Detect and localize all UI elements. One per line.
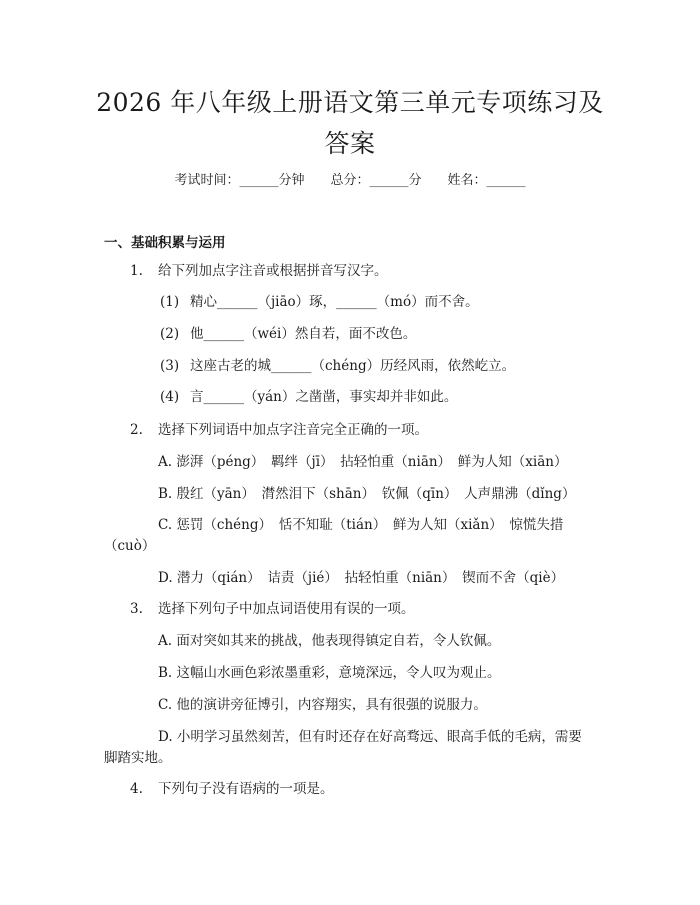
section-heading: 一、基础积累与运用 [104, 235, 226, 251]
question-2-option-a: A. 澎湃（péng） 羁绊（jī） 拈轻怕重（niān） 鲜为人知（xiān） [158, 454, 568, 470]
question-1-item-3 [160, 357, 516, 375]
question-text: 下列句子没有语病的一项是。 [158, 781, 334, 797]
question-number: 1. [130, 263, 143, 279]
question-3-option-b: B. 这幅山水画色彩浓墨重彩，意境深远，令人叹为观止。 [158, 665, 501, 681]
question-3-option-c: C. 他的演讲旁征博引，内容翔实，具有很强的说服力。 [158, 697, 487, 713]
question-2-option-c: C. 惩罚（chéng） 恬不知耻（tián） 鲜为人知（xiǎn） 惊慌失措 [158, 517, 564, 533]
question-text: 选择下列句子中加点词语使用有误的一项。 [158, 601, 415, 617]
question-2 [130, 421, 428, 439]
title-line-2: 答案 [324, 129, 376, 158]
item-text: 他______（wéi）然自若，面不改色。 [190, 326, 417, 342]
item-label: (3) [160, 358, 180, 374]
document-title [90, 82, 610, 164]
question-1 [130, 262, 388, 280]
question-4 [130, 780, 334, 798]
exam-info: 考试时间：______分钟 总分：______分 姓名：______ [174, 173, 526, 188]
question-3-option-a: A. 面对突如其来的挑战，他表现得镇定自若，令人钦佩。 [158, 633, 501, 649]
question-3-option-d: D. 小明学习虽然刻苦，但有时还存在好高骛远、眼高手低的毛病，需要 [158, 729, 582, 745]
question-3-option-d-continued: 脚踏实地。 [104, 750, 172, 766]
item-label: (2) [160, 326, 180, 342]
question-2-option-c-continued: （cuò） [104, 538, 156, 554]
item-text: 精心______（jiāo）琢，______（mó）而不舍。 [190, 294, 479, 310]
title-line-1: 2026 年八年级上册语文第三单元专项练习及 [96, 88, 604, 117]
question-3 [130, 600, 415, 618]
question-number: 3. [130, 601, 143, 617]
question-number: 2. [130, 422, 143, 438]
question-1-item-1 [160, 293, 479, 311]
question-1-item-2 [160, 325, 417, 343]
question-text: 给下列加点字注音或根据拼音写汉字。 [158, 263, 388, 279]
question-text: 选择下列词语中加点字注音完全正确的一项。 [158, 422, 428, 438]
question-number: 4. [130, 781, 143, 797]
item-label: (1) [160, 294, 180, 310]
question-2-option-b: B. 殷红（yān） 潸然泪下（shān） 钦佩（qīn） 人声鼎沸（dǐng） [158, 486, 576, 502]
item-text: 这座古老的城______（chéng）历经风雨，依然屹立。 [190, 358, 516, 374]
item-label: (4) [160, 389, 180, 405]
item-text: 言______（yán）之凿凿，事实却并非如此。 [190, 389, 458, 405]
question-2-option-d: D. 潜力（qián） 诘责（jié） 拈轻怕重（niān） 锲而不舍（qiè） [158, 570, 565, 586]
question-1-item-4 [160, 388, 458, 406]
